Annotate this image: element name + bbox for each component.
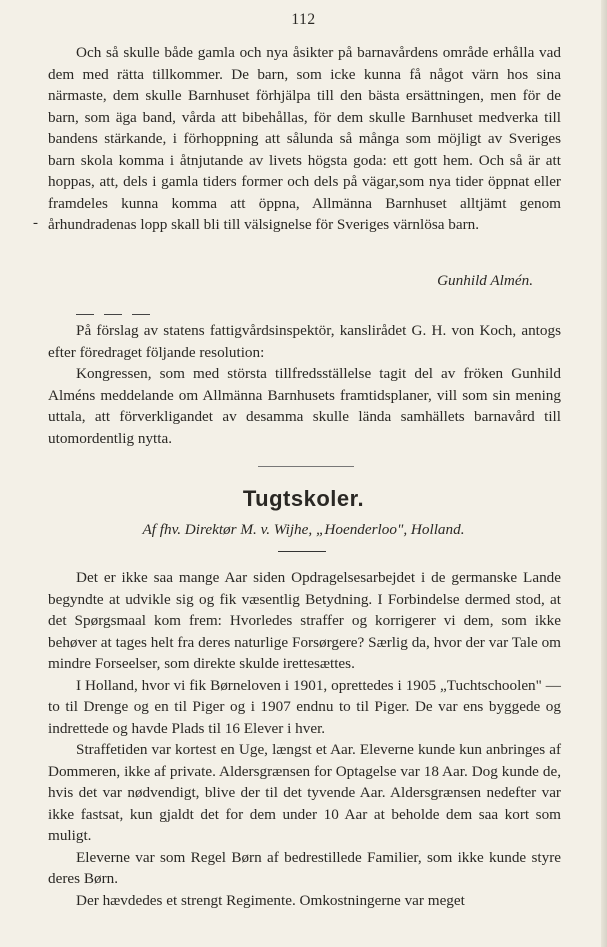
- danish-paragraph: Straffetiden var kortest en Uge, længst et Aar. Eleverne kunde kun anbringes af Dommeren, ikke af private. Aldersgrænsen for Optagelse var 18 Aar. Dog kunde de, hvis det var nødvendigt, blive der til det tyvende Aar. Aldersgrænsen nedefter var ikke fastsat, kun gjaldt det for dem under 10 Aar at beholde dem saa kort som muligt.: [48, 741, 561, 844]
- danish-paragraph: Eleverne var som Regel Børn af bedrestillede Familier, som ikke kunde styre deres Børn.: [48, 848, 561, 887]
- danish-paragraph: Der hævdedes et strengt Regimente. Omkostningerne var meget: [76, 891, 465, 909]
- swedish-paragraph: Och så skulle både gamla och nya åsikter på barnavårdens område erhålla vad dem med rätta tillkommer. De barn, som icke kunna få något värn hos sina närmaste, dem skulle Barnhuset förhjälpa till den bästa ersättningen, men för de barn, som äga band, vårda att bibehållas, för dem skulle Barnhuset medverka till bandens stärkande, i förhoppning att sålunda så många som möjligt av Sveriges barn skola komma i åtnjutande av livets högsta goda: ett gott hem. Och så är att hoppas, att, dels i gamla tiders former och dels på vägar,som nya tider öppnat eller framdeles kunna komma att öppna, Allmänna Barnhuset alltjämt genom århundradenas lopp skall bli till välsignelse för Sveriges värnlösa barn.: [48, 44, 561, 233]
- danish-paragraph: Det er ikke saa mange Aar siden Opdragelsesarbejdet i de germanske Lande begyndte at udvikle sig og fik væsentlig Betydning. I Forbindelse dermed stod, at det Spørgsmaal kom frem: Hvorledes straffer og korrigerer vi dem, som ikke behøver at tages helt fra deres naturlige Forsørgere? Særlig da, hvor der var Tale om mindre Forseelser, som direkte skulde irettesættes.: [48, 569, 561, 672]
- signature: Gunhild Almén.: [437, 272, 533, 289]
- dash: [132, 314, 150, 315]
- page-edge: [601, 0, 607, 947]
- section-title: Tugtskoler.: [242, 486, 365, 511]
- dash: [76, 314, 94, 315]
- resolution-intro: På förslag av statens fattigvårdsinspektör, kanslirådet G. H. von Koch, antogs efter föredraget följande resolution:: [48, 322, 561, 361]
- section-divider: [258, 466, 354, 467]
- danish-paragraph: I Holland, hvor vi fik Børneloven i 1901, oprettedes i 1905 „Tuchtschoolen" — to til Drenge og en til Piger og i 1907 endnu to til Piger. De var ens byggede og indrettede og havde Plads til 16 Elever i hver.: [48, 676, 561, 737]
- swedish-text-block: [48, 42, 561, 236]
- resolution-text: Kongressen, som med största tillfredsställelse tagit del av fröken Gunhild Alméns meddelande om Allmänna Barnhusets framtidsplaner, vill som sin mening uttala, att förverkligandet av desamma skulle lända samhällets barnavård till utomordentlig nytta.: [48, 365, 561, 447]
- margin-mark: -: [33, 215, 38, 231]
- resolution-text-block: [48, 320, 561, 449]
- page-number: 112: [291, 11, 316, 28]
- byline: Af fhv. Direktør M. v. Wijhe, „Hoenderloo", Holland.: [142, 521, 465, 538]
- byline-rule: [278, 551, 326, 552]
- dash: [104, 314, 122, 315]
- danish-text-block: [48, 567, 561, 911]
